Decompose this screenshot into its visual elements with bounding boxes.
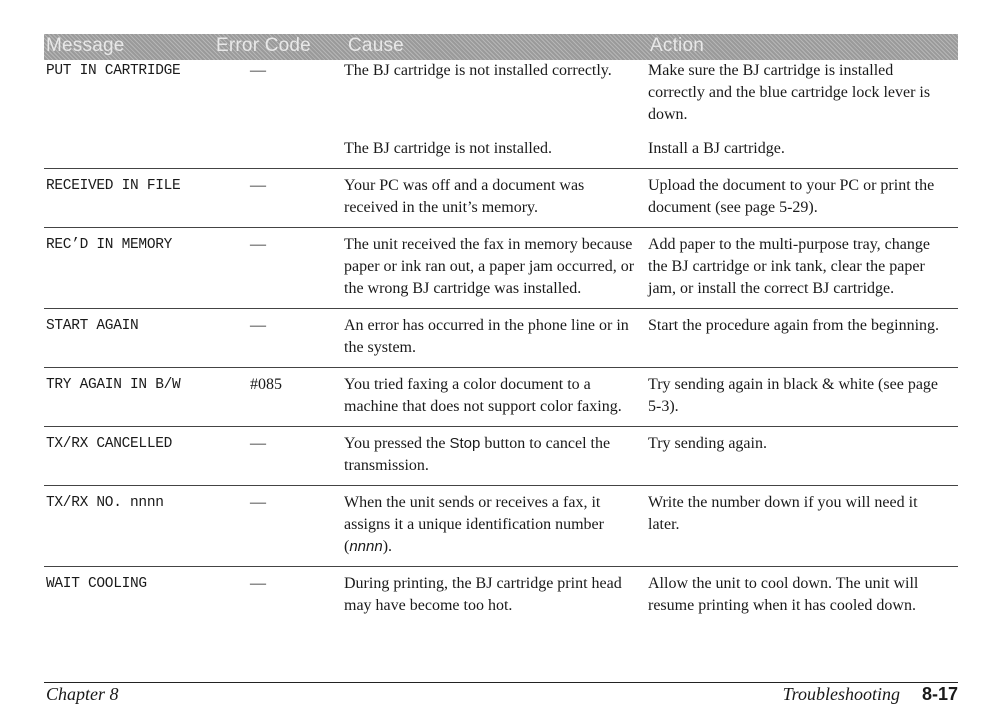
action-text: Upload the document to your PC or print the document (see bbox=[648, 177, 935, 216]
cause-text-end: ). bbox=[382, 538, 393, 555]
row-message: PUT IN CARTRIDGE bbox=[46, 63, 181, 79]
header-message: Message bbox=[46, 35, 125, 56]
table-row bbox=[44, 309, 958, 368]
row-action: Start the procedure again from the beginning. bbox=[646, 309, 958, 368]
row-message: REC’D IN MEMORY bbox=[44, 228, 242, 309]
troubleshooting-table-region bbox=[44, 34, 958, 617]
row-error-code: — bbox=[242, 309, 340, 368]
stop-button-label: Stop bbox=[449, 435, 481, 452]
row-cause: An error has occurred in the phone line or in the system. bbox=[340, 309, 646, 368]
page-reference-link[interactable]: page 5-3 bbox=[648, 376, 939, 415]
row-error-code: #085 bbox=[242, 368, 340, 427]
table-row bbox=[44, 169, 958, 228]
row-error-code: — bbox=[242, 228, 340, 309]
header-cause: Cause bbox=[348, 35, 404, 56]
row-error-code: — bbox=[242, 169, 340, 228]
header-action: Action bbox=[650, 35, 705, 56]
page-reference-link[interactable]: page 5-29 bbox=[744, 199, 809, 216]
table-row bbox=[44, 567, 958, 618]
row-action: Try sending again. bbox=[646, 427, 958, 486]
table-row bbox=[44, 60, 958, 126]
footer-chapter: Chapter 8 bbox=[46, 684, 119, 704]
row-error-code: — bbox=[242, 567, 340, 618]
footer-page-number: 8-17 bbox=[921, 684, 958, 704]
action-text-end: ). bbox=[808, 199, 818, 216]
cause-variable: nnnn bbox=[349, 538, 383, 555]
row-action bbox=[646, 368, 958, 427]
row-action: Make sure the BJ cartridge is installed correctly and the blue cartridge lock lever is down. bbox=[648, 62, 931, 123]
row-cause: During printing, the BJ cartridge print head may have become too hot. bbox=[340, 567, 646, 618]
row-error-code: — bbox=[250, 62, 266, 79]
table-header bbox=[44, 34, 958, 60]
table-row bbox=[44, 427, 958, 486]
row-cause: The BJ cartridge is not installed. bbox=[344, 140, 552, 157]
action-text-end: ). bbox=[669, 398, 679, 415]
cause-text-end: button to cancel the transmission. bbox=[344, 435, 611, 474]
table-row bbox=[44, 126, 958, 169]
table-row bbox=[44, 368, 958, 427]
header-error-code: Error Code bbox=[216, 35, 311, 56]
table-row bbox=[44, 486, 958, 567]
row-action: Install a BJ cartridge. bbox=[648, 140, 785, 157]
cause-text: When the unit sends or receives a fax, it assigns it a unique identification number ( bbox=[344, 494, 604, 555]
row-cause: The unit received the fax in memory because paper or ink ran out, a paper jam occurred, or the wrong BJ cartridge was installed. bbox=[340, 228, 646, 309]
cause-text: You pressed the bbox=[344, 435, 450, 452]
row-message: RECEIVED IN FILE bbox=[44, 169, 242, 228]
row-message: TRY AGAIN IN B/W bbox=[44, 368, 242, 427]
row-message: WAIT COOLING bbox=[44, 567, 242, 618]
row-action bbox=[646, 169, 958, 228]
row-message: START AGAIN bbox=[44, 309, 242, 368]
footer-right bbox=[783, 684, 958, 705]
row-action: Write the number down if you will need it later. bbox=[646, 486, 958, 567]
footer-divider bbox=[44, 682, 958, 683]
row-message: TX/RX NO. nnnn bbox=[44, 486, 242, 567]
row-cause bbox=[340, 427, 646, 486]
row-cause bbox=[340, 486, 646, 567]
row-error-code: — bbox=[242, 486, 340, 567]
action-text: Try sending again in black & white (see bbox=[648, 376, 908, 393]
table-row bbox=[44, 228, 958, 309]
row-action: Add paper to the multi-purpose tray, change the BJ cartridge or ink tank, clear the paper jam, or install the correct BJ cartridge. bbox=[646, 228, 958, 309]
row-cause: Your PC was off and a document was received in the unit’s memory. bbox=[340, 169, 646, 228]
troubleshooting-table bbox=[44, 60, 958, 617]
footer-section: Troubleshooting bbox=[782, 684, 900, 704]
row-message: TX/RX CANCELLED bbox=[44, 427, 242, 486]
row-action: Allow the unit to cool down. The unit will resume printing when it has cooled down. bbox=[646, 567, 958, 618]
row-cause: You tried faxing a color document to a machine that does not support color faxing. bbox=[340, 368, 646, 427]
row-cause: The BJ cartridge is not installed correctly. bbox=[344, 62, 612, 79]
row-error-code: — bbox=[242, 427, 340, 486]
